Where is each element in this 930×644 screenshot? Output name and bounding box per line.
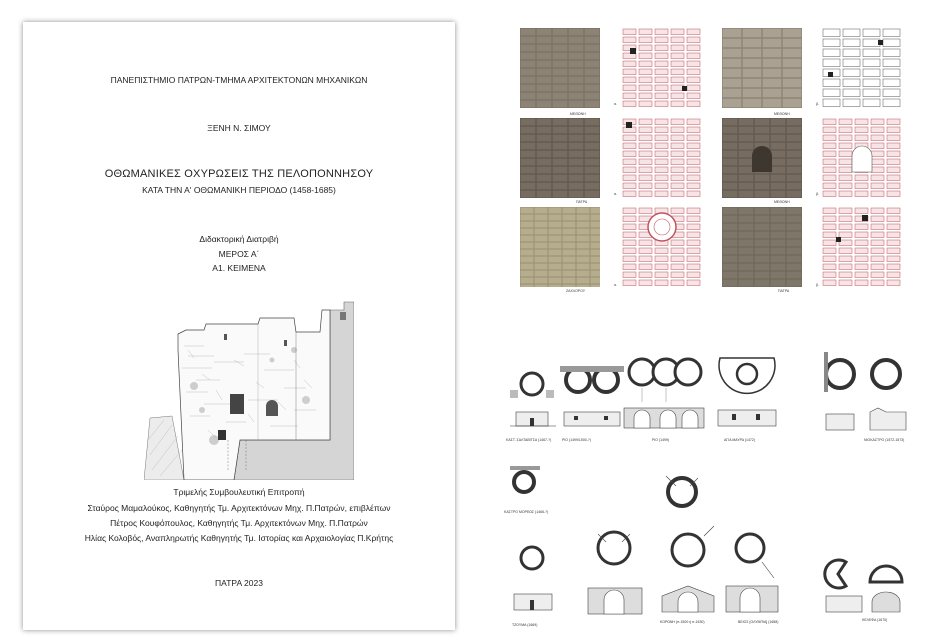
plate-letter-6: β.	[816, 283, 819, 287]
thesis-subtitle: ΚΑΤΑ ΤΗΝ Α' ΟΘΩΜΑΝΙΚΗ ΠΕΡΙΟΔΟ (1458-1685)	[142, 185, 336, 195]
plate-caption-3: ΠΑΤΡΑ	[576, 200, 588, 204]
plan-agia-mavra	[712, 350, 782, 434]
plate-letter-1: α.	[614, 102, 617, 106]
thesis-type: Διδακτορική Διατριβή	[199, 234, 279, 244]
committee-heading: Τριμελής Συμβουλευτική Επιτροπή	[173, 487, 305, 497]
plan-koroni	[654, 520, 720, 620]
plan-label-2: ΡΙΟ (1499/1500-?)	[562, 438, 591, 442]
plate-caption-5: ΖΑΧΛΟΡΟΥ	[566, 289, 586, 293]
plan-rio-1	[560, 362, 624, 434]
plate-caption-1: ΜΕΘΩΝΗ	[570, 112, 586, 116]
plan-label-8: ΚΟΡΩΝΗ (π.1500 ή π.1530)	[660, 620, 705, 624]
masonry-photo-methoni-2	[722, 28, 802, 108]
masonry-photo-patra	[520, 118, 600, 198]
plan-label-9: ΒΕΙΟΣ [ΟΛΥΜΠΙΑ] (1658)	[738, 620, 779, 624]
plan-label-3: ΡΙΟ (1499)	[652, 438, 670, 442]
castle-elevation-drawing	[144, 290, 354, 480]
masonry-photo-methoni-1	[520, 28, 600, 108]
plan-niokastro	[820, 352, 910, 436]
plate-letter-2: β.	[816, 102, 819, 106]
plan-saltavitsa	[510, 368, 556, 434]
plan-rio-2	[622, 354, 706, 434]
committee-member-1: Σταύρος Μαμαλούκος, Καθηγητής Τμ. Αρχιτεκτόνων Μηχ. Π.Πατρών, επιβλέπων	[87, 503, 391, 513]
plan-label-1: ΚΑΣΤ. ΣΑΛΤΑΒΙΤΣΑ (1467-?)	[506, 438, 552, 442]
plan-round-tower-center	[660, 470, 704, 514]
thesis-part: ΜΕΡΟΣ Α΄	[218, 249, 260, 259]
plan-label-4: ΑΓΙΑ ΜΑΥΡΑ (1472)	[724, 438, 755, 442]
committee-member-2: Πέτρος Κουφόπουλος, Καθηγητής Τμ. Αρχιτεκτόνων Μηχ. Π.Πατρών	[110, 518, 368, 528]
committee-member-3: Ηλίας Κολοβός, Αναπληρωτής Καθηγητής Τμ. Ιστορίας και Αρχαιολογίας Π.Κρήτης	[84, 533, 394, 543]
plan-tzouma	[510, 538, 556, 620]
masonry-photo-zachlorou	[520, 207, 600, 287]
masonry-drawing-6	[822, 207, 902, 287]
plate-letter-3: α.	[614, 192, 617, 196]
plate-letter-4: β.	[816, 192, 819, 196]
masonry-photo-patra-2	[722, 207, 802, 287]
plan-label-7: ΤΖΟΥΜΑ (1669)	[512, 623, 538, 627]
plan-label-5: ΝΙΟΚΑΣΤΡΟ (1572-1573)	[864, 438, 905, 442]
masonry-drawing-5	[622, 207, 702, 287]
thesis-cover-page	[23, 22, 455, 630]
masonry-drawing-3	[622, 118, 702, 198]
plan-label-6: ΚΑΣΤΡΟ ΜΟΡΕΩΣ (1466-?)	[504, 510, 549, 514]
thesis-section: Α1. ΚΕΙΜΕΝΑ	[212, 263, 266, 273]
thesis-title: ΟΘΩΜΑΝΙΚΕΣ ΟΧΥΡΩΣΕΙΣ ΤΗΣ ΠΕΛΟΠΟΝΝΗΣΟΥ	[104, 168, 374, 180]
place-year: ΠΑΤΡΑ 2023	[215, 578, 263, 588]
plate-letter-5: α.	[614, 283, 617, 287]
plan-kelefa	[820, 556, 912, 616]
plan-kastro-moreos	[510, 466, 540, 510]
plan-veios	[722, 516, 782, 620]
masonry-drawing-1	[622, 28, 702, 108]
plate-caption-6: ΠΑΤΡΑ	[778, 289, 790, 293]
plate-caption-4: ΜΕΘΩΝΗ	[774, 200, 790, 204]
plan-label-10: ΚΕΛΕΦΑ (1670)	[862, 618, 888, 622]
author-name: ΞΕΝΗ Ν. ΣΙΜΟΥ	[207, 123, 271, 133]
university-name: ΠΑΝΕΠΙΣΤΗΜΙΟ ΠΑΤΡΩΝ-ΤΜΗΜΑ ΑΡΧΙΤΕΚΤΟΝΩΝ ΜΗΧΑΝΙΚΩΝ	[110, 75, 368, 85]
plate-caption-2: ΜΕΘΩΝΗ	[774, 112, 790, 116]
plan-tower-group-1	[580, 522, 650, 620]
masonry-drawing-4	[822, 118, 902, 198]
masonry-drawing-2	[822, 28, 902, 108]
masonry-photo-methoni-3	[722, 118, 802, 198]
